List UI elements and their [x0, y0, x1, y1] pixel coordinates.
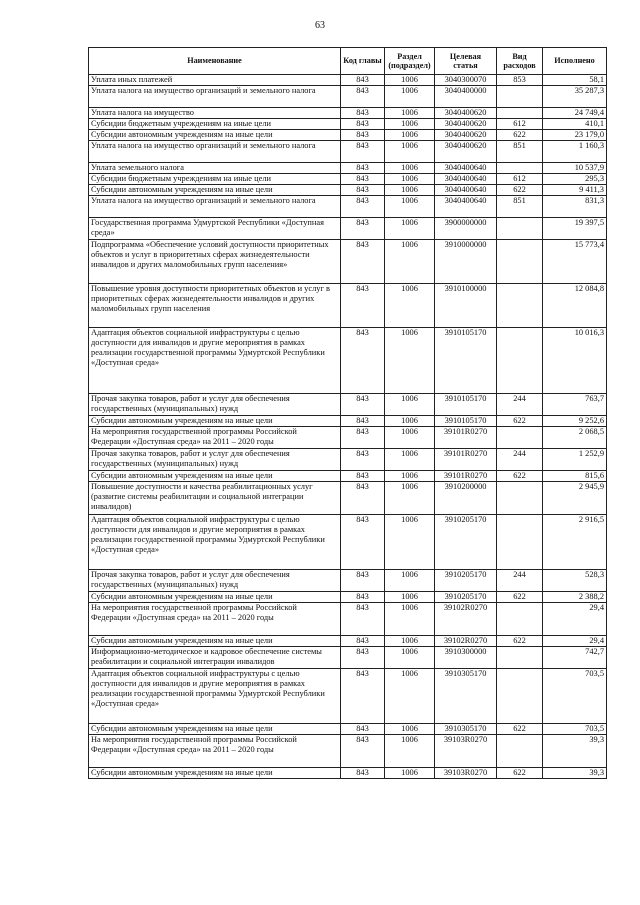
cell-amount: 2 945,9 — [543, 482, 607, 515]
table-row — [89, 196, 607, 218]
cell-amount: 24 749,4 — [543, 108, 607, 119]
cell-target: 3040400620 — [435, 119, 497, 130]
cell-section: 1006 — [385, 592, 435, 603]
cell-name: Субсидии автономным учреждениям на иные цели — [89, 185, 341, 196]
cell-amount: 10 016,3 — [543, 328, 607, 394]
cell-amount: 29,4 — [543, 603, 607, 636]
cell-code: 843 — [341, 603, 385, 636]
cell-target: 3040400640 — [435, 174, 497, 185]
cell-kind: 851 — [497, 196, 543, 218]
cell-code: 843 — [341, 669, 385, 724]
cell-kind — [497, 515, 543, 570]
table-row — [89, 570, 607, 592]
cell-kind — [497, 240, 543, 284]
cell-kind: 851 — [497, 141, 543, 163]
cell-amount: 15 773,4 — [543, 240, 607, 284]
cell-amount: 29,4 — [543, 636, 607, 647]
cell-code: 843 — [341, 185, 385, 196]
cell-amount: 23 179,0 — [543, 130, 607, 141]
cell-amount: 295,3 — [543, 174, 607, 185]
cell-section: 1006 — [385, 394, 435, 416]
cell-target: 3910305170 — [435, 724, 497, 735]
cell-section: 1006 — [385, 427, 435, 449]
cell-amount: 703,5 — [543, 669, 607, 724]
cell-amount: 19 397,5 — [543, 218, 607, 240]
cell-name: Субсидии автономным учреждениям на иные цели — [89, 724, 341, 735]
cell-code: 843 — [341, 328, 385, 394]
cell-code: 843 — [341, 735, 385, 768]
cell-amount: 528,3 — [543, 570, 607, 592]
cell-kind: 612 — [497, 174, 543, 185]
table-row — [89, 768, 607, 779]
cell-kind — [497, 427, 543, 449]
cell-kind: 622 — [497, 416, 543, 427]
cell-target: 39102R0270 — [435, 636, 497, 647]
cell-name: Уплата налога на имущество организаций и земельного налога — [89, 196, 341, 218]
cell-target: 39103R0270 — [435, 768, 497, 779]
table-row — [89, 603, 607, 636]
cell-code: 843 — [341, 86, 385, 108]
cell-kind: 622 — [497, 724, 543, 735]
cell-target: 3910205170 — [435, 515, 497, 570]
cell-section: 1006 — [385, 86, 435, 108]
cell-kind: 622 — [497, 592, 543, 603]
table-row — [89, 284, 607, 328]
cell-amount: 35 287,3 — [543, 86, 607, 108]
cell-section: 1006 — [385, 130, 435, 141]
cell-name: Адаптация объектов социальной инфраструктуры с целью доступности для инвалидов и другие мероприятия в рамках реализации государственной программы Удмуртской Республики «Доступная среда» — [89, 669, 341, 724]
table-row — [89, 724, 607, 735]
cell-section: 1006 — [385, 636, 435, 647]
cell-amount: 58,1 — [543, 75, 607, 86]
cell-target: 39101R0270 — [435, 427, 497, 449]
cell-target: 39101R0270 — [435, 471, 497, 482]
cell-target: 3910105170 — [435, 416, 497, 427]
cell-code: 843 — [341, 471, 385, 482]
cell-section: 1006 — [385, 482, 435, 515]
cell-name: Субсидии автономным учреждениям на иные цели — [89, 416, 341, 427]
cell-code: 843 — [341, 482, 385, 515]
table-row — [89, 515, 607, 570]
cell-name: На мероприятия государственной программы Российской Федерации «Доступная среда» на 2011 – 2020 годы — [89, 603, 341, 636]
table-row — [89, 185, 607, 196]
cell-code: 843 — [341, 724, 385, 735]
cell-code: 843 — [341, 119, 385, 130]
cell-kind — [497, 328, 543, 394]
cell-amount: 742,7 — [543, 647, 607, 669]
cell-name: Уплата налога на имущество организаций и земельного налога — [89, 141, 341, 163]
cell-section: 1006 — [385, 119, 435, 130]
cell-target: 39102R0270 — [435, 603, 497, 636]
cell-kind: 622 — [497, 185, 543, 196]
cell-code: 843 — [341, 768, 385, 779]
table-row — [89, 130, 607, 141]
cell-kind: 622 — [497, 636, 543, 647]
cell-kind — [497, 735, 543, 768]
cell-kind — [497, 669, 543, 724]
table-row — [89, 218, 607, 240]
table-row — [89, 416, 607, 427]
cell-target: 3910300000 — [435, 647, 497, 669]
cell-section: 1006 — [385, 141, 435, 163]
cell-name: Субсидии автономным учреждениям на иные цели — [89, 592, 341, 603]
cell-target: 3040400620 — [435, 108, 497, 119]
table-row — [89, 592, 607, 603]
cell-name: Прочая закупка товаров, работ и услуг для обеспечения государственных (муниципальных) нужд — [89, 394, 341, 416]
cell-name: Субсидии автономным учреждениям на иные цели — [89, 130, 341, 141]
cell-name: Повышение доступности и качества реабилитационных услуг (развитие системы реабилитации и социальной интеграции инвалидов) — [89, 482, 341, 515]
table-row — [89, 163, 607, 174]
cell-code: 843 — [341, 141, 385, 163]
cell-section: 1006 — [385, 163, 435, 174]
cell-kind — [497, 218, 543, 240]
cell-section: 1006 — [385, 75, 435, 86]
cell-code: 843 — [341, 449, 385, 471]
cell-section: 1006 — [385, 108, 435, 119]
cell-code: 843 — [341, 174, 385, 185]
cell-kind: 622 — [497, 768, 543, 779]
cell-code: 843 — [341, 108, 385, 119]
cell-code: 843 — [341, 130, 385, 141]
header-amount: Исполнено — [543, 48, 607, 75]
cell-name: На мероприятия государственной программы Российской Федерации «Доступная среда» на 2011 – 2020 годы — [89, 735, 341, 768]
table-row — [89, 647, 607, 669]
cell-name: Субсидии автономным учреждениям на иные цели — [89, 636, 341, 647]
cell-target: 3040400640 — [435, 163, 497, 174]
cell-code: 843 — [341, 284, 385, 328]
cell-code: 843 — [341, 218, 385, 240]
cell-kind: 244 — [497, 394, 543, 416]
cell-name: Субсидии автономным учреждениям на иные цели — [89, 768, 341, 779]
cell-kind: 612 — [497, 119, 543, 130]
cell-section: 1006 — [385, 449, 435, 471]
cell-name: Субсидии бюджетным учреждениям на иные цели — [89, 119, 341, 130]
cell-code: 843 — [341, 570, 385, 592]
cell-target: 3910105170 — [435, 394, 497, 416]
cell-kind: 853 — [497, 75, 543, 86]
cell-kind — [497, 163, 543, 174]
table-row — [89, 75, 607, 86]
cell-code: 843 — [341, 427, 385, 449]
cell-name: Уплата налога на имущество — [89, 108, 341, 119]
cell-section: 1006 — [385, 724, 435, 735]
cell-target: 3910205170 — [435, 592, 497, 603]
cell-name: Прочая закупка товаров, работ и услуг для обеспечения государственных (муниципальных) нужд — [89, 570, 341, 592]
cell-section: 1006 — [385, 416, 435, 427]
cell-kind — [497, 86, 543, 108]
table-row — [89, 482, 607, 515]
cell-kind — [497, 284, 543, 328]
table-row — [89, 86, 607, 108]
cell-section: 1006 — [385, 647, 435, 669]
cell-name: Информационно-методическое и кадровое обеспечение системы реабилитации и социальной интеграции инвалидов — [89, 647, 341, 669]
table-row — [89, 449, 607, 471]
cell-target: 3040400620 — [435, 130, 497, 141]
cell-code: 843 — [341, 163, 385, 174]
cell-name: Уплата иных платежей — [89, 75, 341, 86]
cell-kind — [497, 647, 543, 669]
cell-kind: 244 — [497, 449, 543, 471]
cell-section: 1006 — [385, 471, 435, 482]
page-number: 63 — [315, 20, 325, 31]
cell-amount: 9 252,6 — [543, 416, 607, 427]
cell-amount: 39,3 — [543, 768, 607, 779]
cell-amount: 2 068,5 — [543, 427, 607, 449]
cell-name: Прочая закупка товаров, работ и услуг для обеспечения государственных (муниципальных) нужд — [89, 449, 341, 471]
table-header — [89, 48, 607, 75]
cell-name: Субсидии автономным учреждениям на иные цели — [89, 471, 341, 482]
cell-amount: 831,3 — [543, 196, 607, 218]
cell-section: 1006 — [385, 240, 435, 284]
cell-code: 843 — [341, 394, 385, 416]
table-row — [89, 735, 607, 768]
cell-target: 3040300070 — [435, 75, 497, 86]
cell-target: 3910205170 — [435, 570, 497, 592]
table-row — [89, 669, 607, 724]
cell-code: 843 — [341, 515, 385, 570]
cell-target: 3900000000 — [435, 218, 497, 240]
cell-target: 3040400000 — [435, 86, 497, 108]
cell-section: 1006 — [385, 218, 435, 240]
cell-amount: 1 252,9 — [543, 449, 607, 471]
header-code: Код главы — [341, 48, 385, 75]
table-row — [89, 636, 607, 647]
cell-target: 3910100000 — [435, 284, 497, 328]
header-kind: Вид расходов — [497, 48, 543, 75]
header-name: Наименование — [89, 48, 341, 75]
cell-code: 843 — [341, 416, 385, 427]
table-row — [89, 141, 607, 163]
cell-kind: 244 — [497, 570, 543, 592]
cell-target: 39101R0270 — [435, 449, 497, 471]
cell-kind — [497, 108, 543, 119]
cell-code: 843 — [341, 196, 385, 218]
cell-code: 843 — [341, 636, 385, 647]
cell-section: 1006 — [385, 669, 435, 724]
cell-amount: 39,3 — [543, 735, 607, 768]
cell-target: 3040400640 — [435, 185, 497, 196]
cell-amount: 2 916,5 — [543, 515, 607, 570]
table-row — [89, 394, 607, 416]
table-row — [89, 471, 607, 482]
cell-code: 843 — [341, 647, 385, 669]
cell-amount: 2 388,2 — [543, 592, 607, 603]
cell-section: 1006 — [385, 515, 435, 570]
cell-kind: 622 — [497, 130, 543, 141]
cell-target: 3910200000 — [435, 482, 497, 515]
cell-section: 1006 — [385, 768, 435, 779]
table-row — [89, 119, 607, 130]
cell-section: 1006 — [385, 174, 435, 185]
cell-section: 1006 — [385, 284, 435, 328]
cell-target: 39103R0270 — [435, 735, 497, 768]
cell-target: 3040400640 — [435, 196, 497, 218]
cell-target: 3910000000 — [435, 240, 497, 284]
cell-kind — [497, 603, 543, 636]
cell-section: 1006 — [385, 185, 435, 196]
cell-amount: 12 084,8 — [543, 284, 607, 328]
cell-amount: 410,1 — [543, 119, 607, 130]
cell-amount: 1 160,3 — [543, 141, 607, 163]
cell-section: 1006 — [385, 570, 435, 592]
table-body — [89, 75, 607, 779]
cell-amount: 10 537,9 — [543, 163, 607, 174]
budget-execution-table — [88, 47, 607, 779]
table-row — [89, 328, 607, 394]
cell-target: 3910305170 — [435, 669, 497, 724]
cell-name: Адаптация объектов социальной инфраструктуры с целью доступности для инвалидов и другие мероприятия в рамках реализации государственной программы Удмуртской Республики «Доступная среда» — [89, 328, 341, 394]
cell-amount: 815,6 — [543, 471, 607, 482]
cell-section: 1006 — [385, 328, 435, 394]
table-row — [89, 427, 607, 449]
cell-name: Уплата налога на имущество организаций и земельного налога — [89, 86, 341, 108]
cell-section: 1006 — [385, 735, 435, 768]
cell-name: Субсидии бюджетным учреждениям на иные цели — [89, 174, 341, 185]
cell-target: 3910105170 — [435, 328, 497, 394]
cell-code: 843 — [341, 240, 385, 284]
cell-kind — [497, 482, 543, 515]
cell-name: Адаптация объектов социальной инфраструктуры с целью доступности для инвалидов и другие мероприятия в рамках реализации государственной программы Удмуртской Республики «Доступная среда» — [89, 515, 341, 570]
cell-section: 1006 — [385, 196, 435, 218]
cell-name: Уплата земельного налога — [89, 163, 341, 174]
cell-amount: 9 411,3 — [543, 185, 607, 196]
cell-target: 3040400620 — [435, 141, 497, 163]
cell-kind: 622 — [497, 471, 543, 482]
cell-amount: 703,5 — [543, 724, 607, 735]
table-row — [89, 240, 607, 284]
cell-code: 843 — [341, 75, 385, 86]
table-row — [89, 108, 607, 119]
cell-amount: 763,7 — [543, 394, 607, 416]
cell-section: 1006 — [385, 603, 435, 636]
cell-name: Государственная программа Удмуртской Республики «Доступная среда» — [89, 218, 341, 240]
cell-name: Повышение уровня доступности приоритетных объектов и услуг в приоритетных сферах жизнедеятельности инвалидов и других маломобильных групп населения — [89, 284, 341, 328]
header-section: Раздел (подраздел) — [385, 48, 435, 75]
cell-code: 843 — [341, 592, 385, 603]
cell-name: Подпрограмма «Обеспечение условий доступности приоритетных объектов и услуг в приоритетных сферах жизнедеятельности инвалидов и других маломобильных групп населения» — [89, 240, 341, 284]
header-target: Целевая статья — [435, 48, 497, 75]
table-row — [89, 174, 607, 185]
cell-name: На мероприятия государственной программы Российской Федерации «Доступная среда» на 2011 – 2020 годы — [89, 427, 341, 449]
